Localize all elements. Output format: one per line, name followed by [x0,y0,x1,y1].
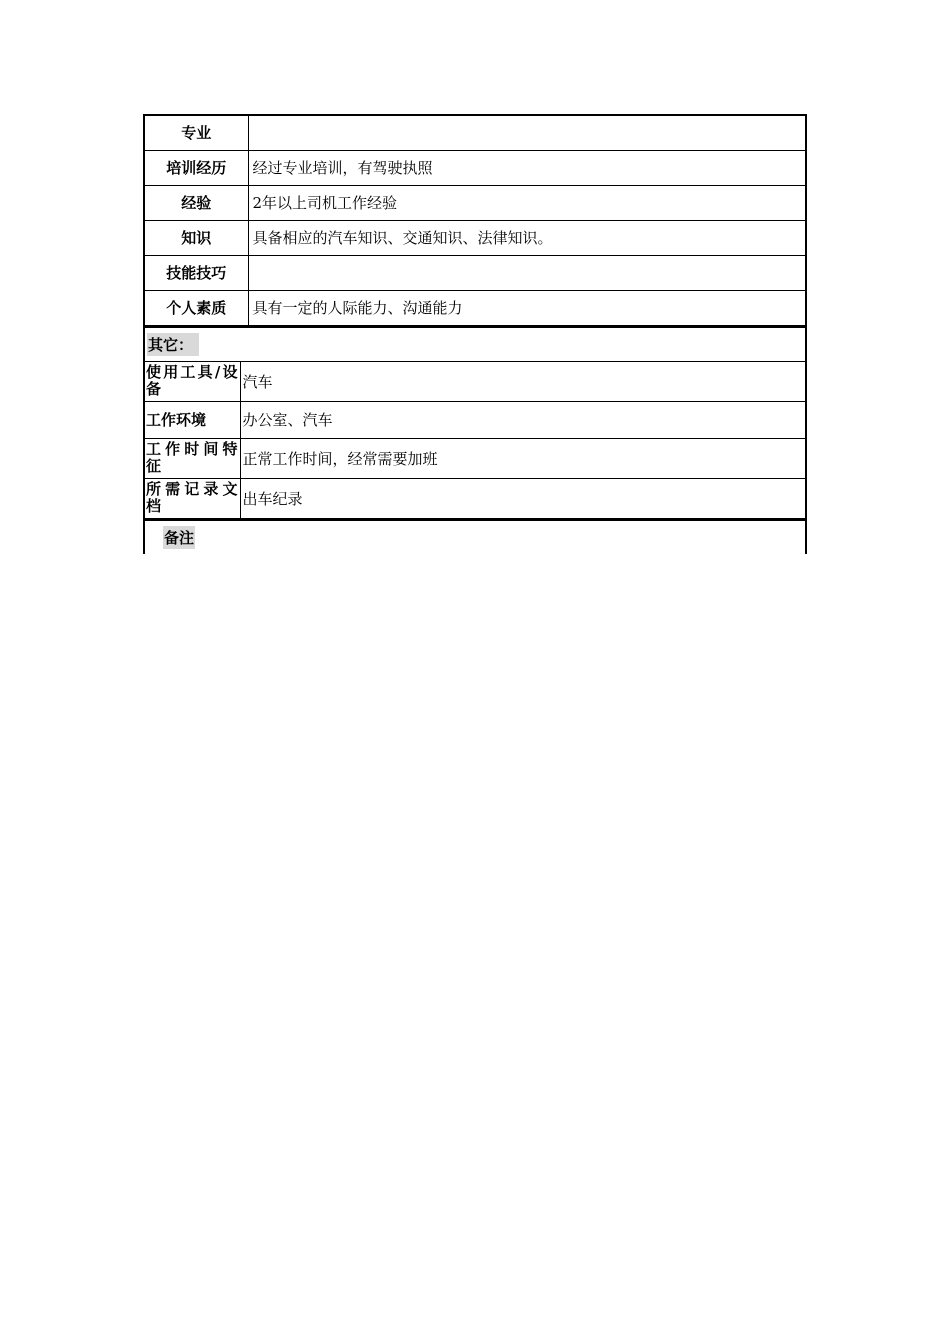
table-row [144,185,806,220]
row-label-knowledge: 知识 [144,220,248,255]
other-section-header [143,326,807,361]
table-row [144,150,806,185]
other-table [143,361,807,519]
table-row [144,478,806,518]
table-row [144,255,806,290]
row-label-personal-quality: 个人素质 [144,290,248,325]
table-row [144,401,806,438]
row-label-major: 专业 [144,115,248,150]
row-value-major [248,115,806,150]
row-label-training: 培训经历 [144,150,248,185]
row-value-experience: 2年以上司机工作经验 [248,185,806,220]
table-row [144,438,806,478]
table-row [144,220,806,255]
row-label-tools: 使用工具/设备 [144,361,240,401]
row-value-knowledge: 具备相应的汽车知识、交通知识、法律知识。 [248,220,806,255]
row-label-skills: 技能技巧 [144,255,248,290]
requirements-table [143,114,807,326]
row-label-experience: 经验 [144,185,248,220]
row-label-records: 所需记录文档 [144,478,240,518]
row-value-personal-quality: 具有一定的人际能力、沟通能力 [248,290,806,325]
note-label: 备注 [163,526,195,549]
row-value-records: 出车纪录 [240,478,806,518]
row-label-work-hours: 工作时间特征 [144,438,240,478]
row-value-skills [248,255,806,290]
table-row [144,115,806,150]
row-value-environment: 办公室、汽车 [240,401,806,438]
other-heading: 其它： [147,333,199,356]
table-row [144,361,806,401]
row-value-tools: 汽车 [240,361,806,401]
row-value-training: 经过专业培训，有驾驶执照 [248,150,806,185]
row-value-work-hours: 正常工作时间，经常需要加班 [240,438,806,478]
row-label-environment: 工作环境 [144,401,240,438]
table-row [144,290,806,325]
job-description-document [143,114,807,554]
note-section [143,519,807,554]
